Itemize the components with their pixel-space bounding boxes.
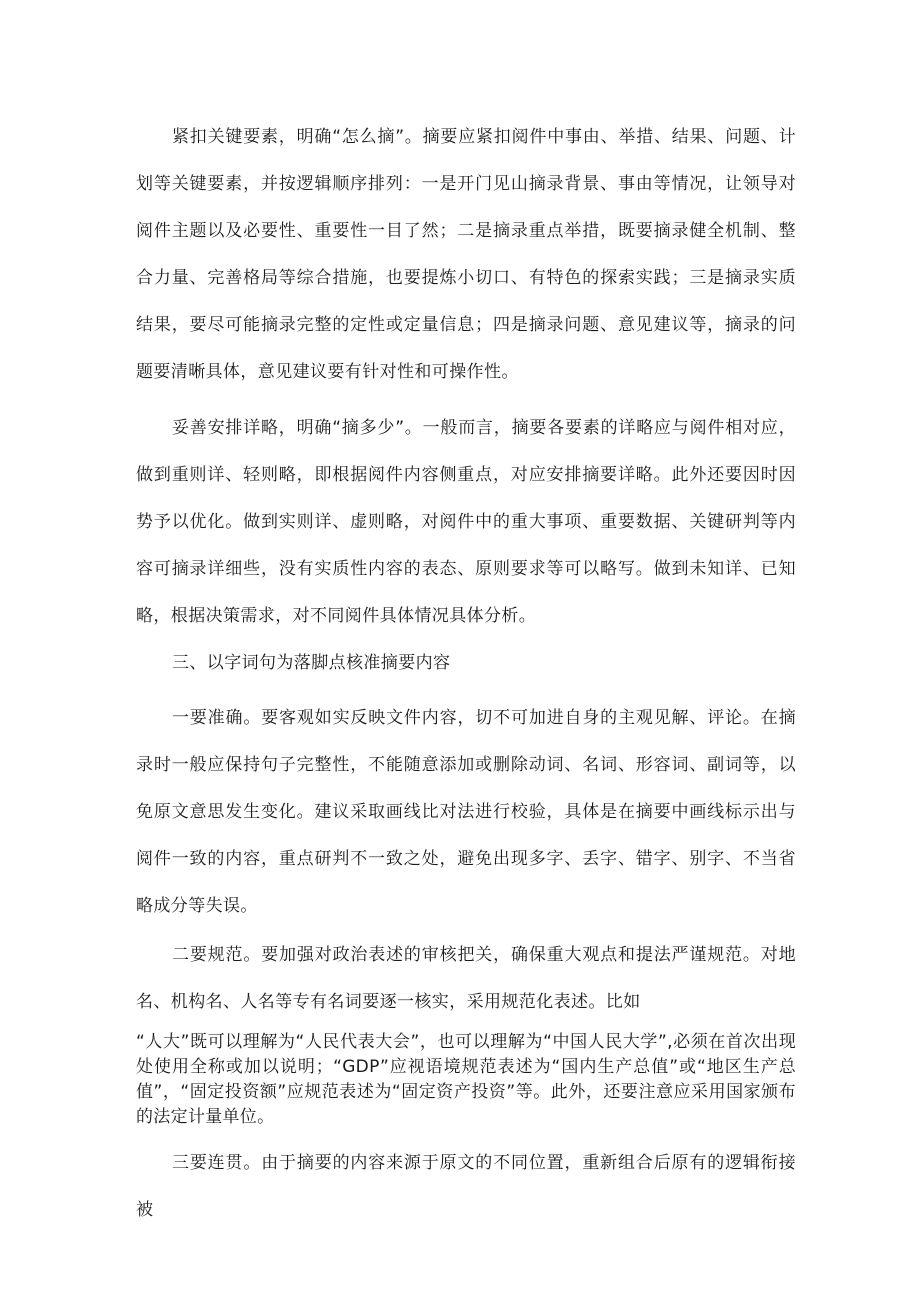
section-heading-three: 三、以字词句为落脚点核准摘要内容: [172, 653, 451, 673]
paragraph-standardization: 二要规范。要加强对政治表述的审核把关，确保重大观点和提法严谨规范。对地名、机构名、人名等专有名词要逐一核实，采用规范化表述。比如: [136, 945, 796, 1012]
paragraph-detail-arrangement: 妥善安排详略，明确“摘多少”。一般而言，摘要各要素的详略应与阅件相对应，做到重则详、轻则略，即根据阅件内容侧重点，对应安排摘要详略。此外还要因时因势予以优化。做到实则详、虚则略，对阅件中的重大事项、重要数据、关键研判等内容可摘录详细些，没有实质性内容的表态、原则要求等可以略写。做到未知详、已知略，根据决策需求，对不同阅件具体情况具体分析。: [136, 418, 796, 626]
paragraph-accuracy: 一要准确。要客观如实反映文件内容，切不可加进自身的主观见解、评论。在摘录时一般应保持句子完整性，不能随意添加或删除动词、名词、形容词、副词等，以免原文意思发生变化。建议采取画线比对法进行校验，具体是在摘要中画线标示出与阅件一致的内容，重点研判不一致之处，避免出现多字、丢字、错字、别字、不当省略成分等失误。: [136, 708, 796, 916]
paragraph-coherence: 三要连贯。由于摘要的内容来源于原文的不同位置，重新组合后原有的逻辑衔接被: [136, 1153, 796, 1220]
paragraph-standardization-continued: “人大”既可以理解为“人民代表大会”，也可以理解为“中国人民大学”,必须在首次出现处使用全称或加以说明；“GDP”应视语境规范表述为“国内生产总值”或“地区生产总值”，“固定投资额”应规范表述为“固定资产投资”等。此外，还要注意应采用国家颁布的法定计量单位。: [136, 1032, 796, 1127]
paragraph-key-elements: 紧扣关键要素，明确“怎么摘”。摘要应紧扣阅件中事由、举措、结果、问题、计划等关键要素，并按逻辑顺序排列：一是开门见山摘录背景、事由等情况，让领导对阅件主题以及必要性、重要性一目了然；二是摘录重点举措，既要摘录健全机制、整合力量、完善格局等综合措施，也要提炼小切口、有特色的探索实践；三是摘录实质结果，要尽可能摘录完整的定性或定量信息；四是摘录问题、意见建议等，摘录的问题要清晰具体，意见建议要有针对性和可操作性。: [136, 127, 796, 382]
